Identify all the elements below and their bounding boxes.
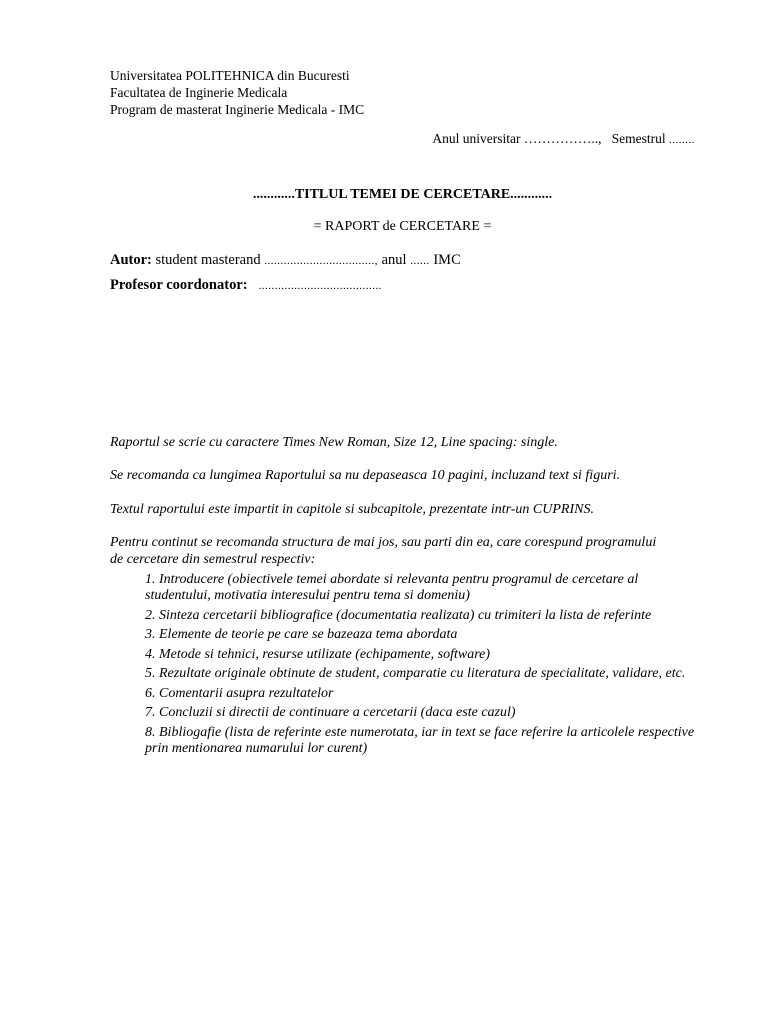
semester-dots: ........ — [669, 134, 695, 146]
research-title: ............TITLUL TEMEI DE CERCETARE............ — [252, 187, 553, 202]
instruction-chapters: Textul raportului este impartit in capitole si subcapitole, prezentate intr-un CUPRINS. — [110, 502, 594, 517]
author-name-dots: .................................., — [264, 255, 378, 267]
instruction-font: Raportul se scrie cu caractere Times New Roman, Size 12, Line spacing: single. — [110, 435, 558, 450]
faculty-name: Facultatea de Inginerie Medicala — [110, 85, 288, 100]
list-item: 6. Comentarii asupra rezultatelor — [145, 685, 334, 701]
list-item: 3. Elemente de teorie pe care se bazeaza tema abordata — [145, 627, 458, 642]
instruction-length: Se recomanda ca lungimea Raportului sa nu depaseasca 10 pagini, incluzand text si figuri. — [110, 468, 621, 483]
semester-label: Semestrul — [611, 131, 666, 146]
list-item: 4. Metode si tehnici, resurse utilizate (echipamente, software) — [145, 646, 491, 662]
author-program: IMC — [433, 252, 461, 268]
author-year-text: anul — [381, 252, 407, 268]
academic-year-line — [432, 131, 695, 147]
academic-year-label: Anul universitar — [432, 131, 521, 146]
list-item: 5. Rezultate originale obtinute de student, comparatie cu literatura de specialitate, validare, etc. — [145, 666, 686, 681]
report-subtitle: = RAPORT de CERCETARE = — [313, 219, 492, 234]
program-name: Program de masterat Inginerie Medicala - IMC — [110, 102, 365, 117]
list-item: 1. Introducere (obiectivele temei abordate si relevanta pentru programul de cercetare al studentului, motivatia interesului pentru tema si domeniu) — [145, 572, 639, 603]
structure-list — [145, 572, 705, 760]
list-item: 8. Bibliogafie (lista de referinte este numerotata, iar in text se face referire la articolele respective prin mentionarea numarului lor curent) — [145, 724, 695, 756]
list-item: 2. Sinteza cercetarii bibliografice (documentatia realizata) cu trimiteri la lista de referinte — [145, 607, 652, 623]
professor-label: Profesor coordonator: — [110, 277, 248, 293]
university-name: Universitatea POLITEHNICA din Bucuresti — [110, 68, 350, 83]
professor-dots: ...................................... — [258, 280, 382, 292]
list-item: 7. Concluzii si directii de continuare a cercetarii (daca este cazul) — [145, 705, 516, 720]
instruction-structure: Pentru continut se recomanda structura de mai jos, sau parti din ea, care corespund programului de cercetare din semestrul respectiv: — [110, 535, 657, 567]
author-label: Autor: — [110, 252, 152, 268]
author-year-dots: ...... — [410, 255, 430, 267]
author-text: student masterand — [155, 252, 261, 268]
professor-line — [110, 277, 382, 294]
author-line — [110, 252, 461, 269]
academic-year-dots: …………….., — [523, 131, 602, 146]
